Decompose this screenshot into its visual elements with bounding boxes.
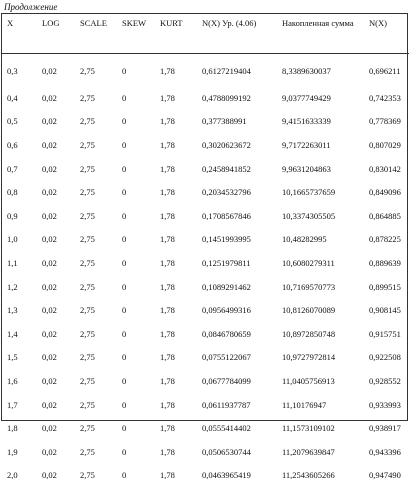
table-cell: 2,75 <box>75 367 117 391</box>
table-cell: 0,0677784099 <box>197 367 277 391</box>
table-cell: 1,78 <box>155 249 197 273</box>
table-row <box>2 414 409 438</box>
table-cell: 1,7 <box>2 391 37 415</box>
table-cell: 2,75 <box>75 226 117 250</box>
table-cell: 0,02 <box>37 226 75 250</box>
column-header: LOG <box>37 14 75 54</box>
table-cell: 0,908145 <box>364 296 409 320</box>
table-row <box>2 54 409 85</box>
table-cell: 0,02 <box>37 202 75 226</box>
table-cell: 2,75 <box>75 178 117 202</box>
table-cell: 1,8 <box>2 414 37 438</box>
table-cell: 1,78 <box>155 108 197 132</box>
table-cell: 0 <box>117 367 155 391</box>
table-row <box>2 391 409 415</box>
table-cell: 0,938917 <box>364 414 409 438</box>
table-cell: 11,1573109102 <box>277 414 364 438</box>
table-cell: 9,4151633339 <box>277 108 364 132</box>
table-cell: 0 <box>117 296 155 320</box>
table-cell: 0,6127219404 <box>197 54 277 85</box>
table-cell: 0,878225 <box>364 226 409 250</box>
table-row <box>2 344 409 368</box>
table-row <box>2 178 409 202</box>
table-cell: 1,78 <box>155 296 197 320</box>
table-row <box>2 367 409 391</box>
table-cell: 0,02 <box>37 155 75 179</box>
table-body <box>2 54 409 485</box>
table-cell: 0,02 <box>37 54 75 85</box>
table-cell: 0,922508 <box>364 344 409 368</box>
table-row <box>2 155 409 179</box>
table-cell: 10,9727972814 <box>277 344 364 368</box>
table-cell: 0,02 <box>37 84 75 108</box>
table-cell: 0,807029 <box>364 131 409 155</box>
table-cell: 2,75 <box>75 296 117 320</box>
column-header: SKEW <box>117 14 155 54</box>
table-cell: 0,6 <box>2 131 37 155</box>
table-row <box>2 249 409 273</box>
table-cell: 1,78 <box>155 226 197 250</box>
table-cell: 0,928552 <box>364 367 409 391</box>
table-cell: 1,78 <box>155 84 197 108</box>
table-row <box>2 320 409 344</box>
table-cell: 0,864885 <box>364 202 409 226</box>
column-header: X <box>2 14 37 54</box>
table-cell: 0,0555414402 <box>197 414 277 438</box>
table-cell: 0,0846780659 <box>197 320 277 344</box>
column-header: Накопленная сумма <box>277 14 364 54</box>
table-row <box>2 84 409 108</box>
table-cell: 0,5 <box>2 108 37 132</box>
table-cell: 0,02 <box>37 391 75 415</box>
table-cell: 0,0611937787 <box>197 391 277 415</box>
table-cell: 0,02 <box>37 108 75 132</box>
table-cell: 0,742353 <box>364 84 409 108</box>
table-cell: 1,78 <box>155 202 197 226</box>
table-cell: 2,75 <box>75 249 117 273</box>
table-cell: 0,1708567846 <box>197 202 277 226</box>
table-cell: 0,3 <box>2 54 37 85</box>
table-cell: 0 <box>117 226 155 250</box>
table-cell: 2,75 <box>75 320 117 344</box>
table-cell: 11,2079639847 <box>277 438 364 462</box>
table-row <box>2 462 409 485</box>
table-cell: 0 <box>117 320 155 344</box>
table-cell: 2,75 <box>75 54 117 85</box>
table-cell: 0,933993 <box>364 391 409 415</box>
table-cell: 0,849096 <box>364 178 409 202</box>
table-cell: 0,889639 <box>364 249 409 273</box>
table-cell: 0,9 <box>2 202 37 226</box>
table-cell: 0,2458941852 <box>197 155 277 179</box>
table-cell: 1,6 <box>2 367 37 391</box>
table-cell: 0,02 <box>37 414 75 438</box>
table-row <box>2 273 409 297</box>
table-cell: 0,943396 <box>364 438 409 462</box>
table-row <box>2 438 409 462</box>
table-cell: 10,8972850748 <box>277 320 364 344</box>
table-cell: 2,75 <box>75 391 117 415</box>
table-cell: 0,02 <box>37 344 75 368</box>
table-cell: 10,6080279311 <box>277 249 364 273</box>
table-cell: 1,0 <box>2 226 37 250</box>
table-cell: 0,8 <box>2 178 37 202</box>
table-cell: 1,78 <box>155 320 197 344</box>
table-cell: 0,02 <box>37 462 75 485</box>
table-cell: 1,78 <box>155 414 197 438</box>
table-cell: 0,899515 <box>364 273 409 297</box>
table-cell: 11,10176947 <box>277 391 364 415</box>
table-cell: 11,0405756913 <box>277 367 364 391</box>
table-cell: 0 <box>117 202 155 226</box>
table-cell: 0,915751 <box>364 320 409 344</box>
table-cell: 0 <box>117 54 155 85</box>
table-cell: 10,8126070089 <box>277 296 364 320</box>
table-cell: 0 <box>117 273 155 297</box>
column-header: KURT <box>155 14 197 54</box>
column-header: SCALE <box>75 14 117 54</box>
table-cell: 0,02 <box>37 438 75 462</box>
table-row <box>2 131 409 155</box>
table-cell: 0,02 <box>37 320 75 344</box>
table-row <box>2 226 409 250</box>
table-cell: 1,78 <box>155 462 197 485</box>
table-cell: 0,1451993995 <box>197 226 277 250</box>
table-row <box>2 202 409 226</box>
table-cell: 0 <box>117 344 155 368</box>
table-cell: 1,78 <box>155 131 197 155</box>
table-cell: 0 <box>117 391 155 415</box>
table-cell: 0,4 <box>2 84 37 108</box>
table-cell: 1,78 <box>155 367 197 391</box>
table-cell: 0 <box>117 414 155 438</box>
table-row <box>2 296 409 320</box>
table-cell: 1,78 <box>155 273 197 297</box>
table-cell: 0,830142 <box>364 155 409 179</box>
table-cell: 1,78 <box>155 178 197 202</box>
table-cell: 0,0956499316 <box>197 296 277 320</box>
table-cell: 2,75 <box>75 438 117 462</box>
table-cell: 0,3020623672 <box>197 131 277 155</box>
table-cell: 0,0463965419 <box>197 462 277 485</box>
data-table-frame <box>1 13 408 421</box>
table-row <box>2 108 409 132</box>
table-cell: 10,3374305505 <box>277 202 364 226</box>
table-cell: 2,75 <box>75 202 117 226</box>
table-cell: 0,02 <box>37 131 75 155</box>
table-cell: 1,78 <box>155 54 197 85</box>
table-cell: 1,5 <box>2 344 37 368</box>
table-cell: 10,48282995 <box>277 226 364 250</box>
table-cell: 2,0 <box>2 462 37 485</box>
table-cell: 1,78 <box>155 344 197 368</box>
table-cell: 9,7172263011 <box>277 131 364 155</box>
table-cell: 0,1089291462 <box>197 273 277 297</box>
table-cell: 0,02 <box>37 178 75 202</box>
table-cell: 2,75 <box>75 414 117 438</box>
table-cell: 0,02 <box>37 296 75 320</box>
table-cell: 11,2543605266 <box>277 462 364 485</box>
table-cell: 2,75 <box>75 131 117 155</box>
table-cell: 0 <box>117 462 155 485</box>
table-cell: 0 <box>117 438 155 462</box>
table-cell: 0,0755122067 <box>197 344 277 368</box>
table-cell: 2,75 <box>75 84 117 108</box>
header-row <box>2 14 409 54</box>
table-cell: 0,7 <box>2 155 37 179</box>
table-cell: 1,78 <box>155 438 197 462</box>
table-cell: 1,1 <box>2 249 37 273</box>
table-caption: Продолжение <box>4 1 57 13</box>
table-cell: 0,02 <box>37 367 75 391</box>
table-cell: 0 <box>117 178 155 202</box>
table-cell: 0 <box>117 84 155 108</box>
table-cell: 0,0506530744 <box>197 438 277 462</box>
table-cell: 0 <box>117 155 155 179</box>
table-cell: 10,1665737659 <box>277 178 364 202</box>
table-cell: 1,78 <box>155 391 197 415</box>
table-cell: 0,778369 <box>364 108 409 132</box>
column-header: N(X) Ур. (4.06) <box>197 14 277 54</box>
table-cell: 2,75 <box>75 344 117 368</box>
table-cell: 2,75 <box>75 462 117 485</box>
table-cell: 0 <box>117 131 155 155</box>
table-cell: 8,3389630037 <box>277 54 364 85</box>
table-cell: 0,696211 <box>364 54 409 85</box>
table-cell: 10,7169570773 <box>277 273 364 297</box>
table-cell: 0,02 <box>37 273 75 297</box>
table-cell: 0,377388991 <box>197 108 277 132</box>
table-cell: 0,02 <box>37 249 75 273</box>
table-cell: 2,75 <box>75 108 117 132</box>
column-header: N(X) <box>364 14 409 54</box>
table-cell: 1,9 <box>2 438 37 462</box>
table-cell: 0 <box>117 249 155 273</box>
table-cell: 9,9631204863 <box>277 155 364 179</box>
table-cell: 2,75 <box>75 273 117 297</box>
table-cell: 0,2034532796 <box>197 178 277 202</box>
table-cell: 0,1251979811 <box>197 249 277 273</box>
table-cell: 1,3 <box>2 296 37 320</box>
table-cell: 1,4 <box>2 320 37 344</box>
table-cell: 0 <box>117 108 155 132</box>
table-cell: 1,2 <box>2 273 37 297</box>
data-table <box>2 14 409 485</box>
table-cell: 0,4788099192 <box>197 84 277 108</box>
table-cell: 1,78 <box>155 155 197 179</box>
table-cell: 9,0377749429 <box>277 84 364 108</box>
table-cell: 0,947490 <box>364 462 409 485</box>
table-cell: 2,75 <box>75 155 117 179</box>
